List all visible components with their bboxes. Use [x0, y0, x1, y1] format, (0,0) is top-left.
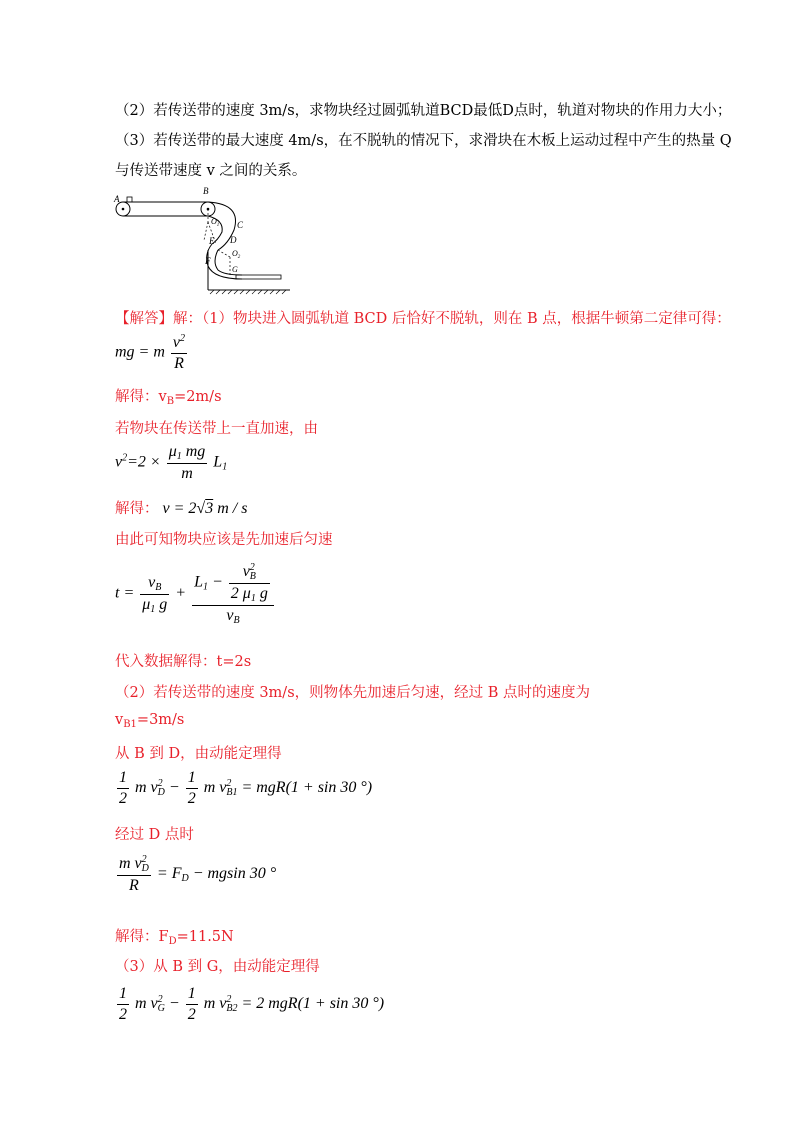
eq-force-d: $\frac{m v^2_D}{R}$ = $F_D - mgsin$ 30 °	[119, 854, 277, 894]
label-A: A	[114, 194, 120, 204]
eq-energy-bg: $\frac{1}{2}$ m $v^2_G$ − $\frac{1}{2}$ m $v^2_{B2} = 2$ mgR(1 + sin 30 °)	[119, 985, 385, 1023]
question-part3-line2: 与传送带速度 v 之间的关系。	[115, 163, 307, 179]
deduce-text: 由此可知物块应该是先加速后匀速	[115, 532, 333, 548]
eq-time: t = $\frac{v_B}{\mu_1 g}$ + $L_1$ − $\frac{v^2_B}{2 \mu_1 g}$ $v_B$	[115, 562, 276, 626]
solution-header: 【解答】解：（1）物块进入圆弧轨道 BCD 后恰好不脱轨，则在 B 点，根据牛顿第二定律可得：	[115, 311, 731, 327]
eq-kinematics: $v^2=2$ × $\frac{\mu_1 mg}{m}$ $L_1$	[115, 443, 228, 482]
accel-text: 若物块在传送带上一直加速，由	[115, 421, 318, 437]
question-part2: （2）若传送带的速度 3m/s，求物块经过圆弧轨道BCD最低D点时，轨道对物块的作用力大小；	[115, 103, 732, 119]
label-G: G	[232, 265, 238, 274]
part3-text: （3）从 B 到 G，由动能定理得	[115, 959, 320, 975]
solve-fd: 解得：$F_D=11.5N$	[115, 929, 234, 947]
part2-text: （2）若传送带的速度 3m/s，则物体先加速后匀速，经过 B 点时的速度为	[115, 685, 591, 701]
eq-energy-bd: $\frac{1}{2}$ m $v^2_D$ − $\frac{1}{2}$ m $v^2_{B1} = mgR(1 + \sin 30$ °)	[119, 769, 373, 807]
label-E: E	[209, 236, 215, 246]
label-D: D	[230, 235, 237, 245]
label-B: B	[203, 186, 209, 196]
solve-vb: 解得：$v_B=2m/s$	[115, 389, 222, 407]
solve-t: 代入数据解得：t=2s	[115, 654, 252, 670]
label-C: C	[237, 220, 244, 230]
question-part3-line1: （3）若传送带的最大速度 4m/s，在不脱轨的情况下，求滑块在木板上运动过程中产生的热量 Q	[115, 133, 732, 149]
label-O1: $O_1$	[211, 217, 220, 228]
at-d-text: 经过 D 点时	[115, 827, 194, 843]
label-O2: $O_2$	[232, 249, 241, 260]
solve-v: 解得： v = 2√3 m / s	[115, 500, 248, 517]
b-to-d-text: 从 B 到 D，由动能定理得	[115, 746, 282, 762]
physics-diagram	[112, 182, 292, 297]
eq-newton: mg = m $\frac{v^2}{R}$	[115, 333, 186, 372]
vb1-value: $v_{B1}=3m/s$	[115, 712, 185, 730]
label-F: F	[205, 256, 211, 266]
